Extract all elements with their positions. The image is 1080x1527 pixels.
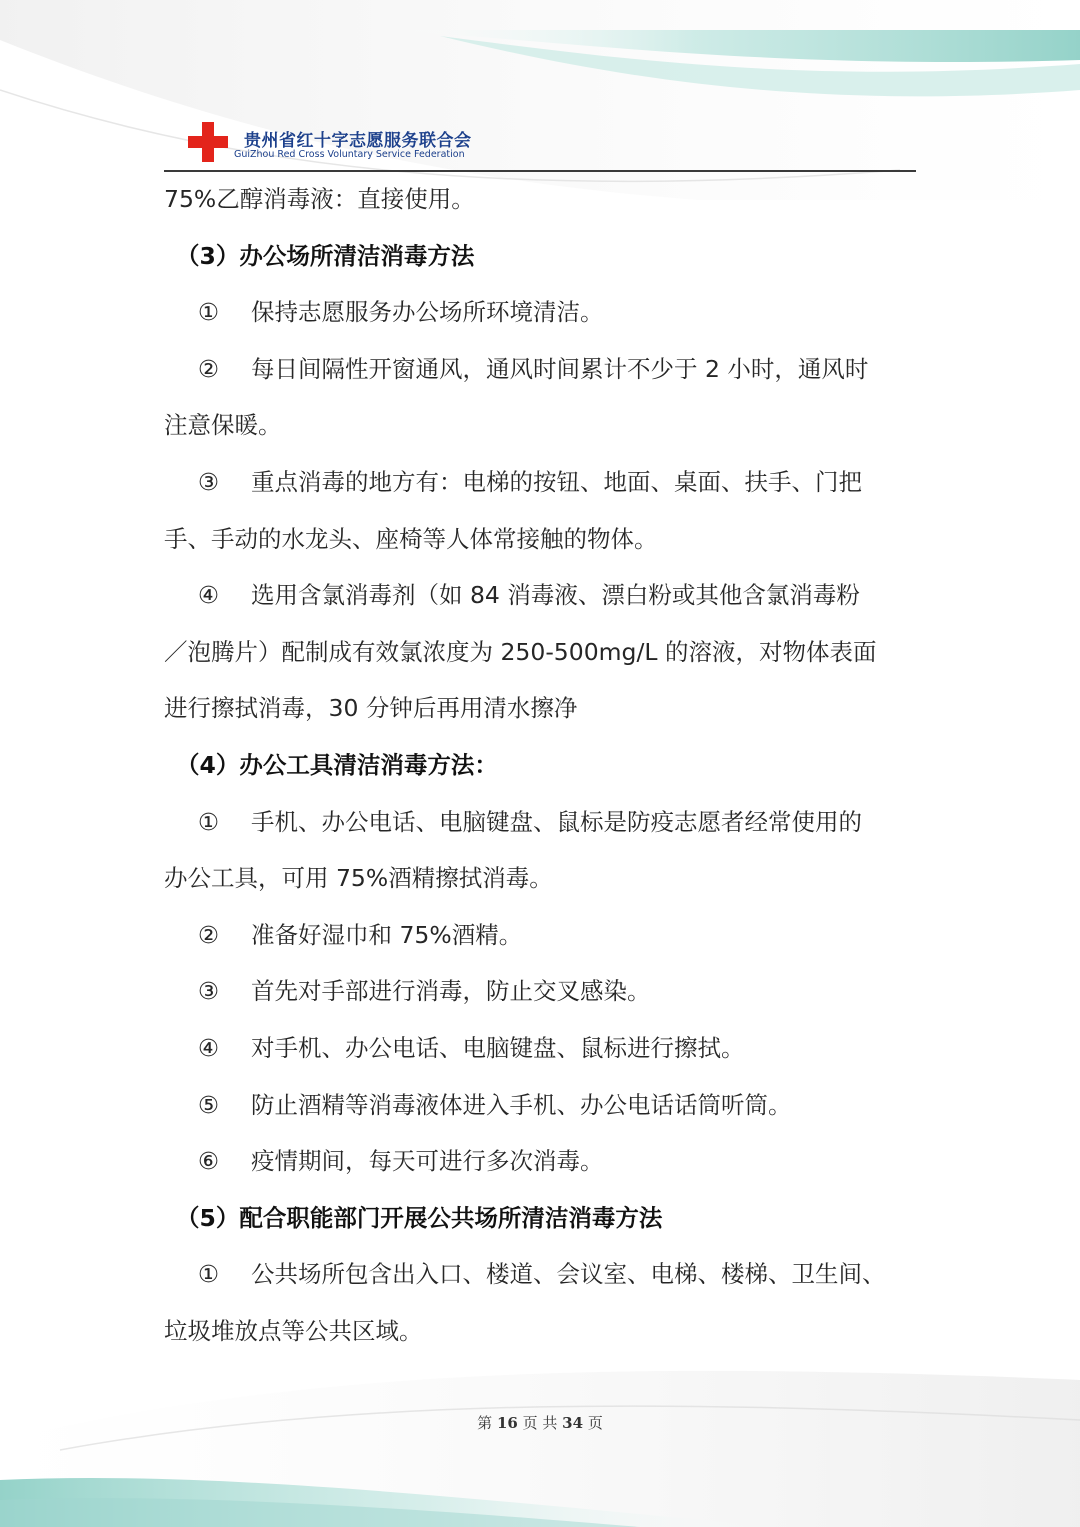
list-item-number: ② [198,354,220,383]
list-item [164,1140,924,1197]
list-item [164,348,924,405]
list-item-text: 准备好湿巾和 75%酒精。 [251,920,523,949]
list-item-text: 选用含氯消毒剂（如 84 消毒液、漂白粉或其他含氯消毒粉 [251,581,860,610]
page-suffix: 页 [587,1414,603,1432]
list-item [164,914,924,971]
list-item-text: 疫情期间，每天可进行多次消毒。 [251,1147,604,1176]
list-item-text: 对手机、办公电话、电脑键盘、鼠标进行擦拭。 [251,1033,745,1062]
list-item-text: 保持志愿服务办公场所环境清洁。 [251,298,604,327]
header-divider [164,170,916,172]
list-item [164,574,924,631]
paragraph-line: 垃圾堆放点等公共区域。 [164,1316,423,1345]
list-item-number: ② [198,920,220,949]
list-item-number: ① [198,298,220,327]
page-footer [0,1412,1080,1433]
header-logo [188,122,488,164]
list-item [164,1253,924,1310]
org-name-cn: 贵州省红十字志愿服务联合会 [244,131,472,151]
list-item [164,1084,924,1141]
list-item [164,461,924,518]
org-name-en: GuiZhou Red Cross Voluntary Service Federation [234,149,465,160]
paragraph-line: 注意保暖。 [164,411,282,440]
list-item-number: ⑤ [198,1090,220,1119]
list-item [164,970,924,1027]
page-mid: 页 共 [522,1414,558,1432]
list-item [164,291,924,348]
page-total: 34 [562,1414,584,1432]
document-body [164,178,924,1366]
paragraph-line: ／泡腾片）配制成有效氯浓度为 250-500mg/L 的溶液，对物体表面 [164,637,877,666]
list-item-number: ③ [198,467,220,496]
paragraph-line: 75%乙醇消毒液：直接使用。 [164,185,475,213]
list-item [164,1027,924,1084]
list-item [164,801,924,858]
list-item-text: 手机、办公电话、电脑键盘、鼠标是防疫志愿者经常使用的 [251,807,862,836]
list-item-number: ④ [198,581,220,610]
list-item-text: 重点消毒的地方有：电梯的按钮、地面、桌面、扶手、门把 [251,467,862,496]
section-heading: （3）办公场所清洁消毒方法 [176,241,475,270]
list-item-text: 公共场所包含出入口、楼道、会议室、电梯、楼梯、卫生间、 [251,1260,886,1289]
list-item-number: ④ [198,1033,220,1062]
list-item-number: ① [198,807,220,836]
red-cross-icon [188,122,228,162]
section-heading: （4）办公工具清洁消毒方法： [176,750,498,779]
page-prefix: 第 [477,1414,493,1432]
list-item-text: 防止酒精等消毒液体进入手机、办公电话话筒听筒。 [251,1090,792,1119]
list-item-text: 每日间隔性开窗通风，通风时间累计不少于 2 小时，通风时 [251,354,869,383]
list-item-text: 首先对手部进行消毒，防止交叉感染。 [251,977,651,1006]
list-item-number: ③ [198,977,220,1006]
paragraph-line: 进行擦拭消毒，30 分钟后再用清水擦净 [164,694,578,723]
section-heading: （5）配合职能部门开展公共场所清洁消毒方法 [176,1203,663,1232]
page-current: 16 [496,1414,518,1432]
list-item-number: ⑥ [198,1147,220,1176]
paragraph-line: 办公工具，可用 75%酒精擦拭消毒。 [164,864,553,893]
list-item-number: ① [198,1260,220,1289]
paragraph-line: 手、手动的水龙头、座椅等人体常接触的物体。 [164,524,658,553]
